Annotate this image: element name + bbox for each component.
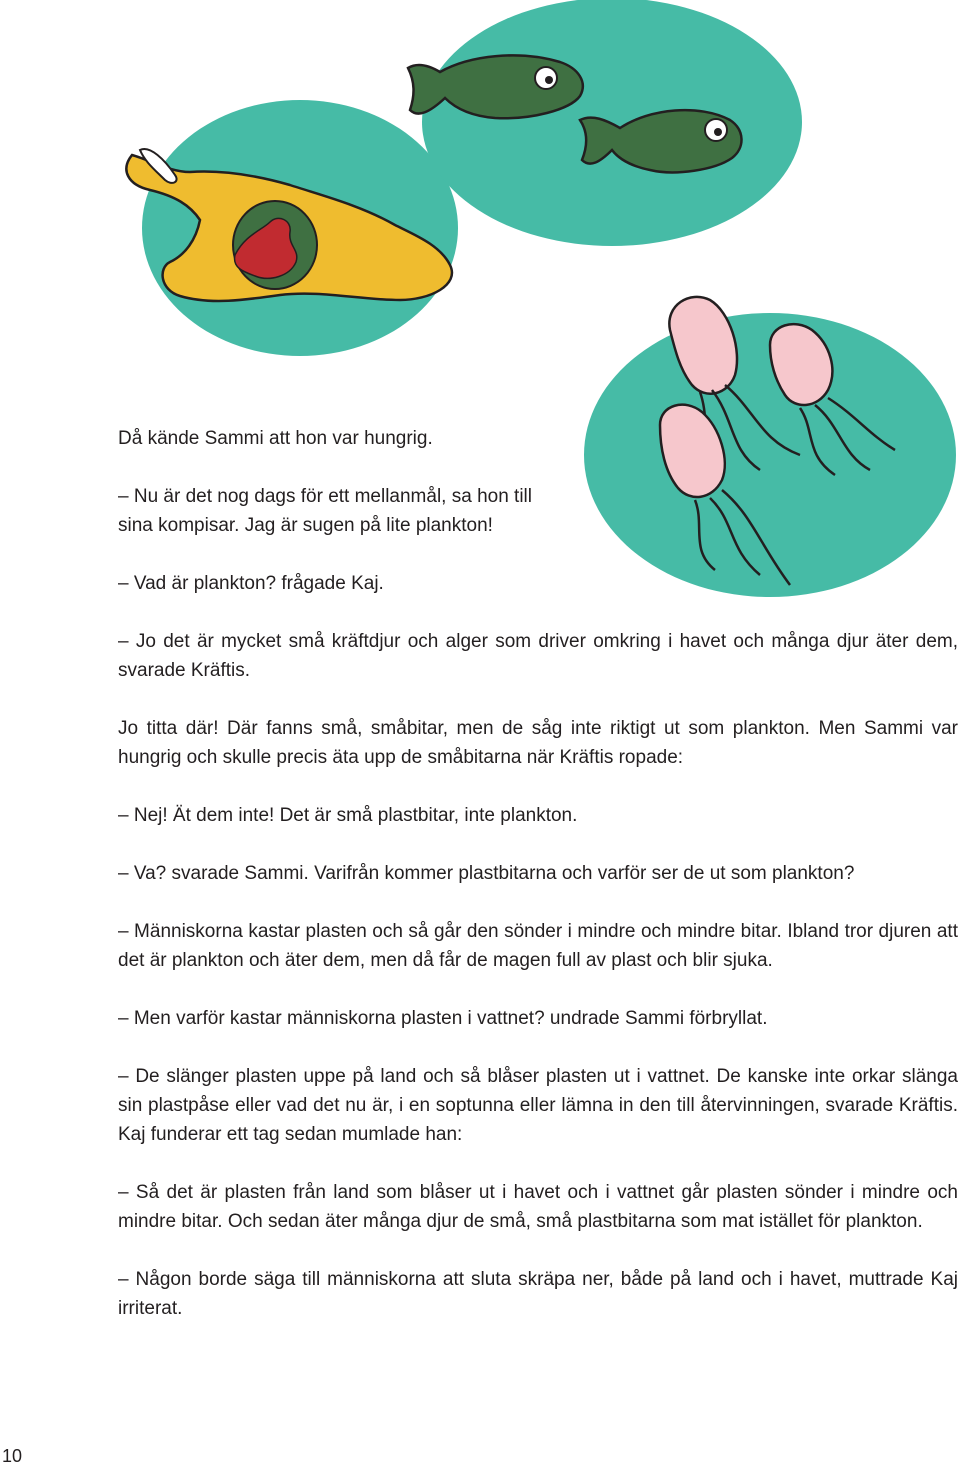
story-paragraph: – Jo det är mycket små kräftdjur och alger som driver omkring i havet och många djur äter dem, svarade Kräftis. (118, 631, 958, 681)
story-paragraph: – Men varför kastar människorna plasten i vattnet? undrade Sammi förbryllat. (118, 1008, 768, 1029)
plastic-bag-scene (126, 100, 458, 356)
story-paragraph: – Människorna kastar plasten och så går den sönder i mindre och mindre bitar. Ibland tror djuren att det är plankton och äter dem, men då får de magen full av plast och blir sjuka. (118, 921, 958, 971)
story-paragraph: – Så det är plasten från land som blåser ut i havet och i vattnet går plasten sönder i mindre och mindre bitar. Och sedan äter många djur de små, små plastbitarna som mat istället för plankton. (118, 1182, 958, 1232)
story-paragraph: – De slänger plasten uppe på land och så blåser plasten ut i vattnet. De kanske inte orkar slänga sin plastpåse eller vad det nu är, i en soptunna eller lämna in den till återvinningen, svarade Kräftis. Kaj funderar ett tag sedan mumlade han: (118, 1066, 958, 1145)
story-text (118, 424, 958, 1352)
story-paragraph: Jo titta där! Där fanns små, småbitar, men de såg inte riktigt ut som plankton. Men Sammi var hungrig och skulle precis äta upp de småbitarna när Kräftis ropade: (118, 718, 958, 768)
story-paragraph: – Nej! Ät dem inte! Det är små plastbitar, inte plankton. (118, 805, 578, 826)
story-paragraph: – Nu är det nog dags för ett mellanmål, sa hon till sina kompisar. Jag är sugen på lite plankton! (118, 486, 533, 536)
story-paragraph: – Vad är plankton? frågade Kaj. (118, 573, 384, 594)
fish-scene (408, 0, 802, 246)
story-paragraph: – Någon borde säga till människorna att sluta skräpa ner, både på land och i havet, muttrade Kaj irriterat. (118, 1269, 958, 1319)
story-paragraph: Då kände Sammi att hon var hungrig. (118, 428, 433, 449)
story-paragraph: – Va? svarade Sammi. Varifrån kommer plastbitarna och varför ser de ut som plankton? (118, 863, 855, 884)
page-number: 10 (2, 1446, 23, 1466)
